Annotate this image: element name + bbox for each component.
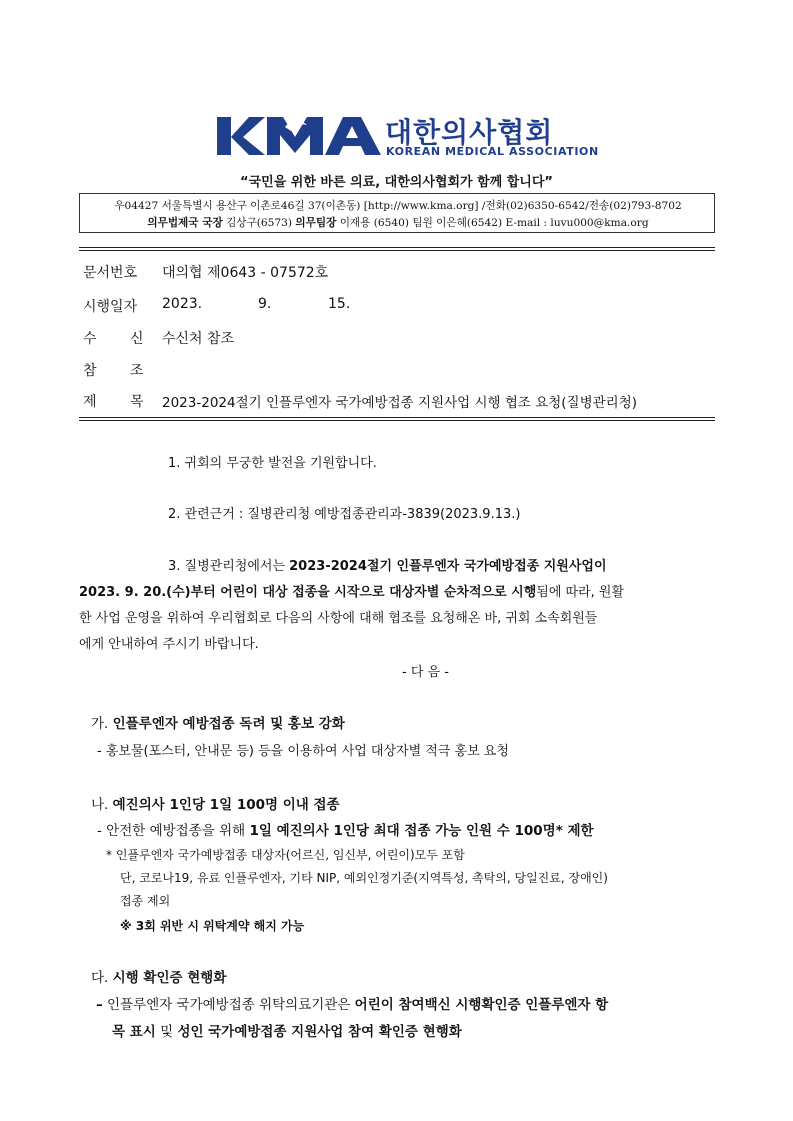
date-label: 시행일자 <box>83 299 138 315</box>
recipient-label-2: 신 <box>130 331 144 347</box>
item-ga-title <box>91 712 345 732</box>
logo-name-korean: 대한의사협회 <box>385 116 554 149</box>
date-month: 9. <box>258 296 272 312</box>
item-da-plain: 인플루엔자 국가예방접종 위탁의료기관은 <box>107 997 355 1013</box>
item-ga-heading: 인플루엔자 예방접종 독려 및 홍보 강화 <box>112 716 345 732</box>
p3-cont: 됨에 따라, 원활 <box>536 585 625 600</box>
subject-label-2: 목 <box>130 394 144 410</box>
item-na-warning: ※ 3회 위반 시 위탁계약 해지 가능 <box>120 919 305 933</box>
team-contact: 이재용 (6540) 팀원 이은혜(6542) E-mail : luvu000@kma.org <box>339 217 649 229</box>
item-da-heading: 시행 확인증 현행화 <box>112 970 227 986</box>
item-na-detail-plain: - 안전한 예방접종을 위해 <box>97 823 250 839</box>
item-na-note-1: * 인플루엔자 국가예방접종 대상자(어르신, 임신부, 어린이)모두 포함 <box>106 848 465 862</box>
item-da-bold-3: 성인 국가예방접종 지원사업 참여 확인증 현행화 <box>177 1024 462 1040</box>
item-na-note-2: 단, 코로나19, 유료 인플루엔자, 기타 NIP, 예외인정기준(지역특성, 촉탁의, 당일진료, 장애인) <box>120 871 608 885</box>
paragraph-3-line-4: 에게 안내하여 주시기 바랍니다. <box>79 637 259 652</box>
item-da-bold-2: 목 표시 <box>112 1024 156 1040</box>
address-box <box>79 193 715 233</box>
item-da-conj: 및 <box>155 1024 178 1040</box>
item-na-detail-bold: 1일 예진의사 1인당 최대 접종 가능 인원 수 100명* 제한 <box>249 823 594 839</box>
team-leader-label: 의무팀장 <box>295 217 337 229</box>
director-name: 김상구(6573) <box>226 217 292 229</box>
item-da-mark: 다. <box>91 970 109 986</box>
logo-k-arm <box>231 117 265 155</box>
paragraph-3-line-1 <box>168 555 607 574</box>
subject-value: 2023-2024절기 인플루엔자 국가예방접종 지원사업 시행 협조 요청(질병관리청) <box>162 395 638 411</box>
p3-bold-1: 2023-2024절기 인플루엔자 국가예방접종 지원사업이 <box>289 559 607 574</box>
item-da-title <box>91 966 226 986</box>
item-na-note-3: 접종 제외 <box>120 894 171 908</box>
item-da-bold-1: 어린이 참여백신 시행확인증 인플루엔자 항 <box>354 997 609 1013</box>
p3-intro: 3. 질병관리청에서는 <box>168 559 290 574</box>
p3-bold-2: 2023. 9. 20.(수)부터 어린이 대상 접종을 시작으로 대상자별 순차적으로 시행 <box>79 585 537 600</box>
recipient-value: 수신처 참조 <box>162 331 235 347</box>
item-da-detail-line-2 <box>112 1020 462 1040</box>
paragraph-2: 2. 관련근거 : 질병관리청 예방접종관리과-3839(2023.9.13.) <box>168 507 521 522</box>
reference-label-2: 조 <box>130 363 144 379</box>
paragraph-1: 1. 귀회의 무궁한 발전을 기원합니다. <box>168 456 377 471</box>
item-na-mark: 나. <box>91 797 109 813</box>
paragraph-3-line-3: 한 사업 운영을 위하여 우리협회로 다음의 사항에 대해 협조를 요청해온 바, 귀회 소속회원들 <box>79 611 598 626</box>
logo-k-stem <box>217 117 231 155</box>
item-na-detail <box>97 819 594 839</box>
item-ga-mark: 가. <box>91 716 109 732</box>
date-day: 15. <box>328 296 351 312</box>
reference-label-1: 참 <box>83 363 97 379</box>
item-ga-detail: - 홍보물(포스터, 안내문 등) 등을 이용하여 사업 대상자별 적극 홍보 요청 <box>97 744 509 759</box>
recipient-label-1: 수 <box>83 331 97 347</box>
doc-number-value: 대의협 제0643 - 07572호 <box>162 265 329 281</box>
da-eum-heading: - 다 음 - <box>402 665 449 680</box>
item-na-title <box>91 793 340 813</box>
item-da-detail-line-1 <box>96 993 608 1013</box>
address-line: 우04427 서울특별시 용산구 이촌로46길 37(이촌동) [http://www.kma.org] /전화(02)6350-6542/전송(02)793-8702 <box>114 200 682 212</box>
divider-bottom <box>79 417 715 421</box>
date-year: 2023. <box>162 296 203 312</box>
paragraph-3-line-2 <box>79 581 624 600</box>
item-na-heading: 예진의사 1인당 1일 100명 이내 접종 <box>112 797 340 813</box>
logo-name-english: KOREAN MEDICAL ASSOCIATION <box>386 145 599 158</box>
subject-label-1: 제 <box>83 394 97 410</box>
doc-number-label: 문서번호 <box>83 265 138 281</box>
divider-top <box>79 247 715 251</box>
contact-line <box>80 215 716 230</box>
item-da-dash: – <box>96 997 103 1013</box>
slogan: “국민을 위한 바른 의료, 대한의사협회가 함께 합니다” <box>240 175 553 190</box>
kma-logo-mark <box>215 113 383 159</box>
director-label: 의무법제국 국장 <box>147 217 223 229</box>
